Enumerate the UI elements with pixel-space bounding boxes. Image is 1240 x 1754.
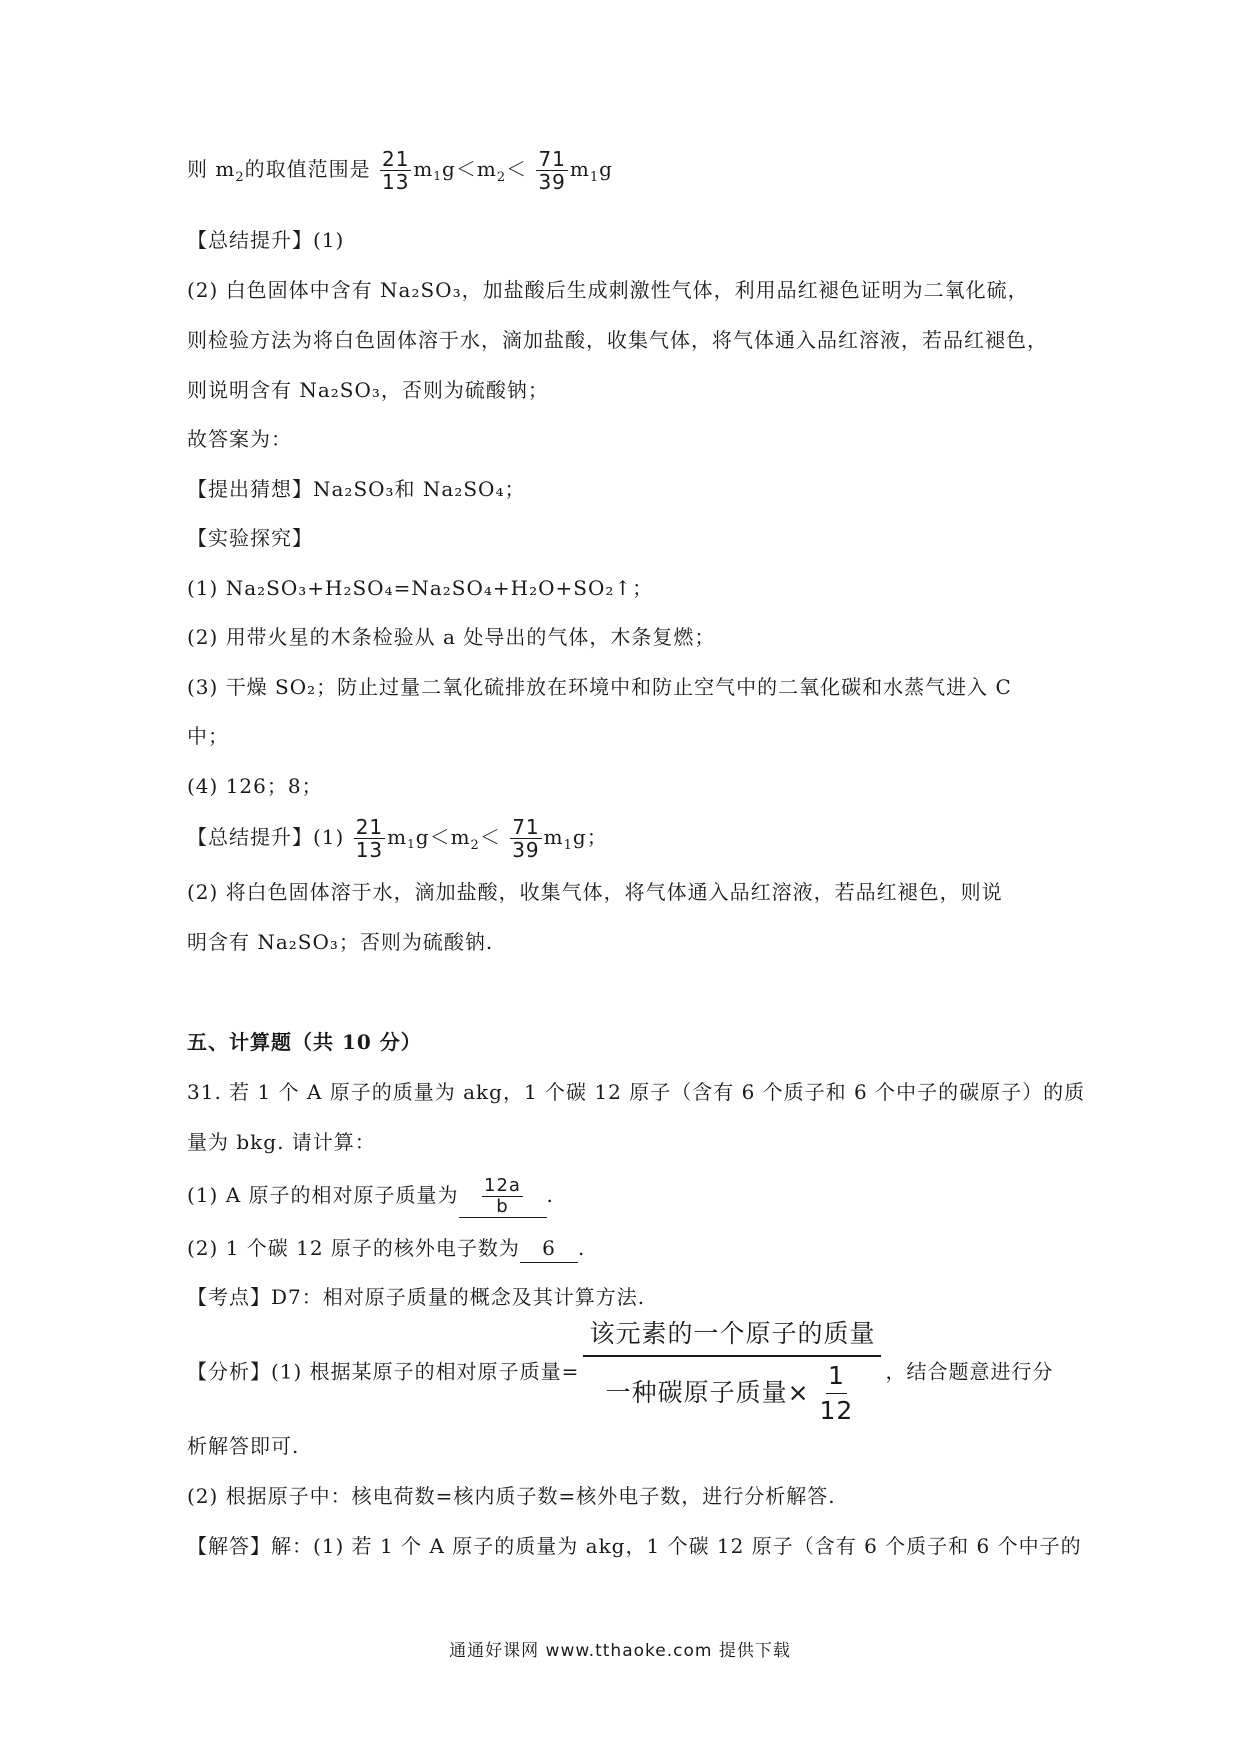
experiment-heading: 【实验探究】: [187, 526, 313, 550]
question-part-1: (1) A 原子的相对原子质量为 $\frac{12a}{b}$ .: [187, 1175, 554, 1217]
text-line: 则说明含有 Na₂SO₃，否则为硫酸钠；: [187, 378, 549, 402]
text-line: 明含有 Na₂SO₃；否则为硫酸钠.: [187, 930, 494, 954]
analysis-line: 【分析】(1) 根据某原子的相对原子质量= 该元素的一个原子的质量 一种碳原子质量× $\frac{1}{12}$ ，结合题意进行分: [187, 1319, 1054, 1425]
text-line: (3) 干燥 SO₂；防止过量二氧化硫排放在环境中和防止空气中的二氧化碳和水蒸气进入 C: [187, 675, 1012, 699]
text-line: (2) 将白色固体溶于水，滴加盐酸，收集气体，将气体通入品红溶液，若品红褪色，则说: [187, 880, 1003, 904]
text-line: 析解答即可.: [187, 1434, 300, 1458]
solution-line: 【解答】解：(1) 若 1 个 A 原子的质量为 akg，1 个碳 12 原子（含有 6 个质子和 6 个中子的: [187, 1534, 1082, 1558]
summary-heading: 【总结提升】(1): [187, 228, 345, 252]
fraction-71-39: $\frac{71}{39}$: [538, 147, 566, 194]
kaodian-line: 【考点】D7：相对原子质量的概念及其计算方法.: [187, 1285, 646, 1309]
question-text: 31. 若 1 个 A 原子的质量为 akg，1 个碳 12 原子（含有 6 个质子和 6 个中子的碳原子）的质: [187, 1080, 1086, 1104]
answer-blank: $\frac{12a}{b}$: [459, 1176, 547, 1218]
text-line: (2) 白色固体中含有 Na₂SO₃，加盐酸后生成刺激性气体，利用品红褪色证明为二氧化硫，: [187, 278, 1029, 302]
fraction-71-39: $\frac{71}{39}$: [512, 815, 540, 862]
text-line: 则检验方法为将白色固体溶于水，滴加盐酸，收集气体，将气体通入品红溶液，若品红褪色，: [187, 328, 1048, 352]
range-line: 则 $m_2$的取值范围是 $\frac{21}{13}$ $m_1g<m_2<$ $\frac{71}{39}$ $m_1g$: [187, 147, 613, 194]
section-title: 五、计算题（共 10 分）: [187, 1030, 422, 1054]
fraction-21-13: $\frac{21}{13}$: [381, 147, 410, 194]
text-line: 中；: [187, 724, 229, 748]
text-line: (2) 根据原子中：核电荷数=核内质子数=核外电子数，进行分析解答.: [187, 1484, 836, 1508]
text-line: (4) 126；8；: [187, 774, 323, 798]
relative-mass-formula: 该元素的一个原子的质量 一种碳原子质量× $\frac{1}{12}$: [583, 1317, 881, 1426]
text-line: 故答案为：: [187, 427, 292, 451]
hypothesis-line: 【提出猜想】Na₂SO₃和 Na₂SO₄；: [187, 477, 526, 501]
question-part-2: (2) 1 个碳 12 原子的核外电子数为 6 .: [187, 1234, 585, 1263]
summary-answer-line: 【总结提升】(1) $\frac{21}{13}$ $m_1g<m_2<$ $\frac{71}{39}$ $m_1g$；: [187, 815, 608, 862]
equation-line: (1) Na₂SO₃+H₂SO₄=Na₂SO₄+H₂O+SO₂↑；: [187, 576, 654, 600]
question-text: 量为 bkg. 请计算：: [187, 1130, 376, 1154]
answer-blank: 6: [520, 1234, 578, 1263]
fraction-21-13: $\frac{21}{13}$: [355, 815, 384, 862]
text-line: (2) 用带火星的木条检验从 a 处导出的气体，木条复燃；: [187, 625, 716, 649]
footer-credit: 通通好课网 www.tthaoke.com 提供下载: [449, 1641, 791, 1661]
